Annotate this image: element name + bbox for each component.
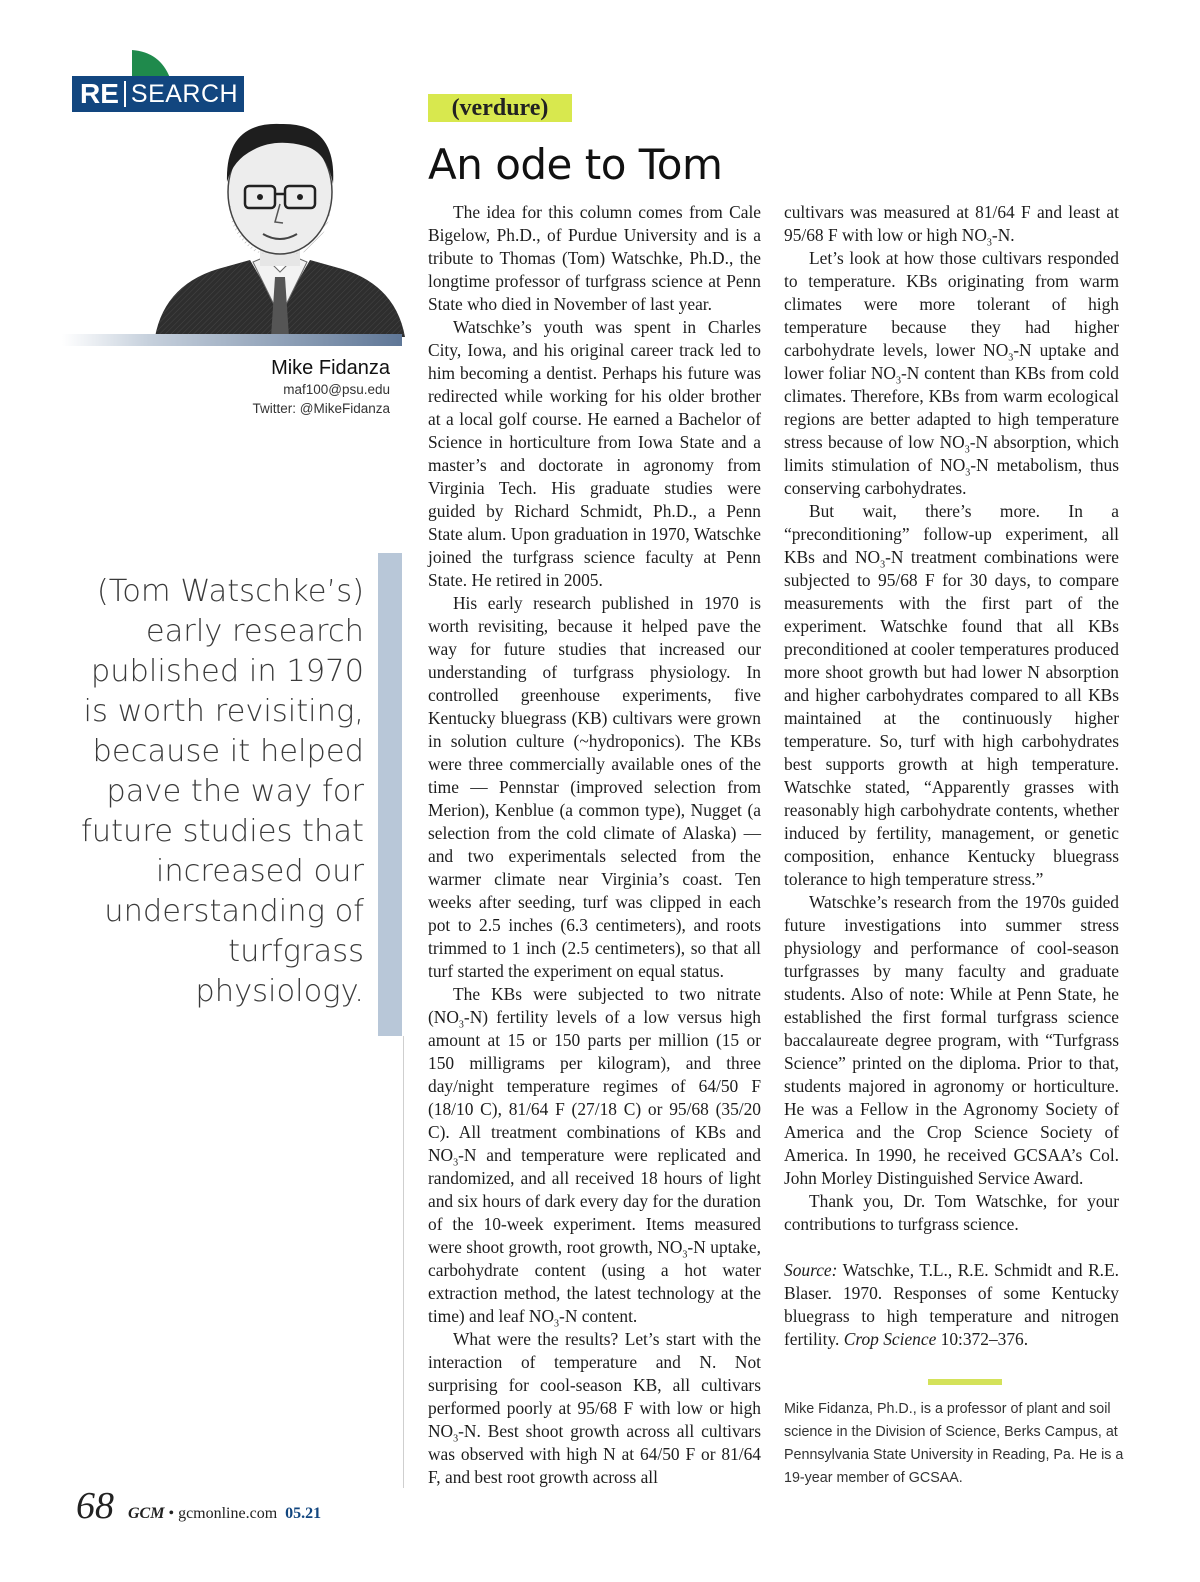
bio-divider [928, 1379, 1002, 1385]
paragraph: Thank you, Dr. Tom Watschke, for your contributions to turfgrass science. [784, 1191, 1119, 1234]
author-twitter: Twitter: @MikeFidanza [252, 401, 390, 416]
source-label: Source: [784, 1260, 838, 1280]
publication-name: GCM [128, 1505, 165, 1522]
leaf-icon [130, 48, 172, 78]
page-footer [76, 1484, 321, 1528]
author-name: Mike Fidanza [271, 357, 390, 379]
paragraph: What were the results? Let’s start with the interaction of temperature and N. Not surprising for cool-season KB, all cultivars performed poorly at 95/68 F with low or high $NO_3-N$. Best shoot growth across all cultivars was observed with high N at 64/50 F or 81/64 F, and best root growth across all [428, 1329, 761, 1487]
source-citation [784, 1259, 1119, 1351]
kicker: (verdure) [428, 94, 572, 122]
issue-date: 05.21 [285, 1505, 322, 1522]
paragraph: The idea for this column comes from Cale Bigelow, Ph.D., of Purdue University and is a tribute to Thomas (Tom) Watschke, Ph.D., the longtime professor of turfgrass science at Penn State who died in November of last year. [428, 202, 761, 314]
article-title: An ode to Tom [428, 140, 723, 189]
pull-quote: (Tom Watschke’s) early research published in 1970 is worth revisiting, because it helped pave the way for future studies that increased our understanding of turfgrass physiology. [81, 574, 364, 1009]
source-journal: Crop Science [843, 1329, 937, 1349]
page-number: 68 [76, 1485, 114, 1527]
paragraph: The KBs were subjected to two nitrate $(NO_3-N)$ fertility levels of a low versus high amount at 15 or 150 parts per million (15 or 150 milligrams per kilogram), and three day/night temperature regimes of 64/50 F (18/10 C), 81/64 F (27/18 C) or 95/68 (35/20 C). All treatment combinations of KBs and $NO_3-N$ and temperature were replicated and randomized, and all received 18 hours of light and six hours of dark every day for the duration of the 10-week experiment. Items measured were shoot growth, root growth, $NO_3-N$ uptake, carbohydrate content (using a hot water extraction method, the latest technology at the time) and leaf $NO_3-N$ content. [428, 984, 761, 1330]
research-label [72, 76, 244, 112]
article-column-2 [784, 201, 1119, 1351]
source-text: Watschke, T.L., R.E. Schmidt and R.E. Blaser. 1970. Responses of some Kentucky bluegrass to high temperature and nitrogen fertility. [784, 1260, 1119, 1349]
portrait-rule [62, 334, 402, 346]
paragraph: cultivars was measured at 81/64 F and least at 95/68 F with low or high $NO_3-N$. [784, 202, 1119, 249]
pull-quote-bar [378, 553, 402, 1036]
column-rule [403, 1036, 404, 1488]
paragraph: Watschke’s research from the 1970s guided future investigations into summer stress physiology and performance of cool-season turfgrasses by many faculty and graduate students. Also of note: While at Penn State, he established the first formal turfgrass science baccalaureate degree program, with “Turfgrass Science” printed on the diploma. Prior to that, students majored in agronomy or horticulture. He was a Fellow in the Agronomy Society of America and the Crop Science Society of America. In 1990, he received GCSAA’s Col. John Morley Distinguished Service Award. [784, 892, 1119, 1188]
website: gcmonline.com [178, 1505, 278, 1522]
research-label-suffix: SEARCH [130, 79, 239, 108]
author-email: maf100@psu.edu [283, 382, 390, 397]
paragraph: Watschke’s youth was spent in Charles City, Iowa, and his original career track led to him becoming a dentist. Perhaps his future was redirected while working for his older brother at a local golf course. He earned a Bachelor of Science in horticulture from Iowa State and a master’s and doctorate in agronomy from Virginia Tech. His graduate studies were guided by Richard Schmidt, Ph.D., a Penn State alum. Upon graduation in 1970, Watschke joined the turfgrass science faculty at Penn State. He retired in 2005. [428, 317, 761, 590]
paragraph: Let’s look at how those cultivars responded to temperature. KBs originating from warm climates were more tolerant of high temperature because they had higher carbohydrate levels, lower $NO_3-N$ uptake and lower foliar $NO_3-N$ content than KBs from cold climates. Therefore, KBs from warm ecological regions are better adapted to high temperature stress because of low $NO_3-N$ absorption, which limits stimulation of $NO_3-N$ metabolism, thus conserving carbohydrates. [784, 248, 1120, 498]
paragraph: But wait, there’s more. In a “preconditioning” follow-up experiment, all KBs and $NO_3-N$ treatment combinations were subjected to 95/68 F for 30 days, to compare measurements with the first part of the experiment. Watschke found that all KBs preconditioned at cooler temperatures produced more shoot growth but had lower N absorption and higher carbohydrates compared to all KBs maintained at the continuously higher temperature. So, turf with high carbohydrates best supports growth at high temperature. Watschke stated, “Apparently grasses with reasonably high carbohydrate contents, whether induced by fertility, management, or genetic composition, enhance Kentucky bluegrass tolerance to high temperature stress.” [784, 501, 1119, 889]
author-bio: Mike Fidanza, Ph.D., is a professor of plant and soil science in the Division of Science, Berks Campus, at Pennsylvania State University in Reading, Pa. He is a 19-year member of GCSAA. [784, 1401, 1124, 1486]
author-block [200, 356, 390, 418]
author-portrait [155, 112, 405, 337]
divider [124, 81, 126, 107]
publication-info [128, 1505, 277, 1523]
section-badge [72, 48, 244, 112]
source-text-end: 10:372–376. [936, 1329, 1029, 1349]
paragraph: His early research published in 1970 is worth revisiting, because it helped pave the way for future studies that increased our understanding of turfgrass physiology. In controlled greenhouse experiments, five Kentucky bluegrass (KB) cultivars were grown in solution culture (~hydroponics). The KBs were three commercially available ones of the time — Pennstar (improved selection from Merion), Kenblue (a common type), Nugget (a selection from the cold climate of Alaska) — and two experimentals selected from the warmer climate near Virginia’s coast. Ten weeks after seeding, turf was clipped in each pot to 2.5 inches (6.3 centimeters), and roots trimmed to 1 inch (2.5 centimeters), so that all turf started the experiment on equal status. [428, 593, 761, 981]
research-label-prefix: RE [80, 78, 119, 109]
bullet: • [164, 1505, 179, 1522]
article-column-1 [428, 201, 761, 1489]
